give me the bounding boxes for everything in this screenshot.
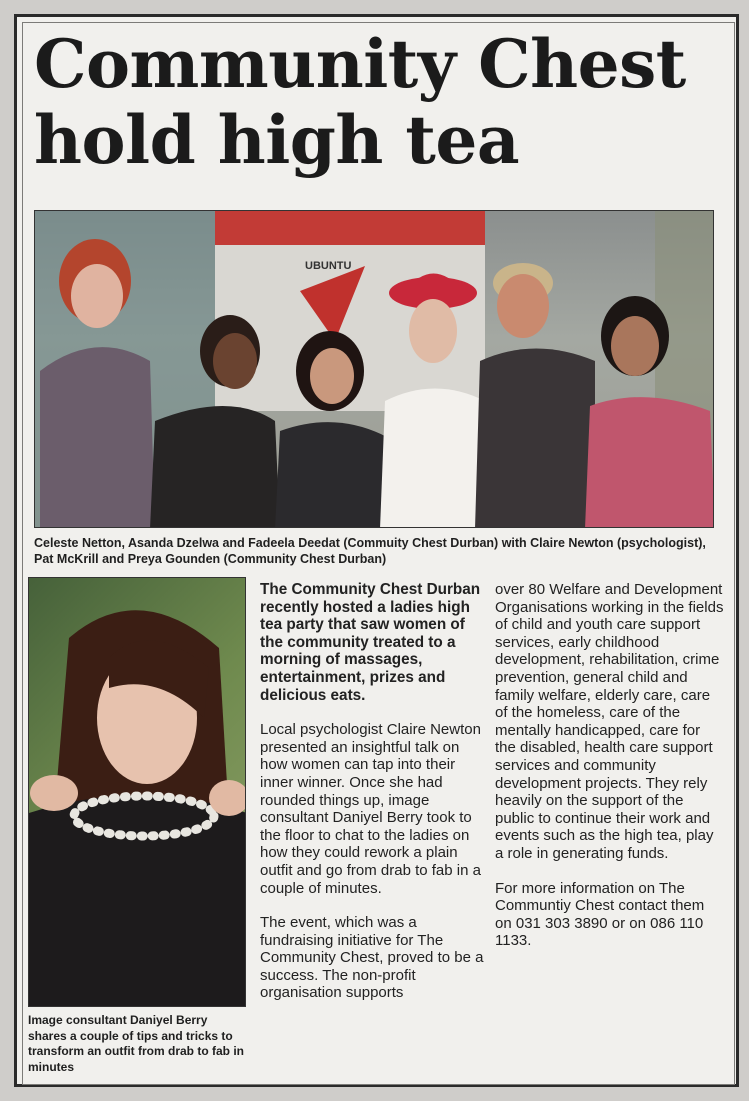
person-3-body [275, 422, 390, 528]
article-column-1 [260, 581, 485, 1019]
person-6-face [611, 316, 659, 376]
lead-paragraph: The Community Chest Durban recently hosted a ladies high tea party that saw women of the community treated to a morning of massages, entertainment, prizes and delicious eats. [260, 581, 481, 704]
group-photo [34, 210, 714, 528]
body-paragraph-3: The event, which was a fundraising initiative for The Community Chest, proved to be a success. The non-profit organisation supports [260, 914, 484, 1002]
consultant-hand-left [30, 775, 78, 811]
person-3-face [310, 348, 354, 404]
group-photo-illustration [35, 211, 714, 528]
group-photo-caption: Celeste Netton, Asanda Dzelwa and Fadeela Deedat (Commuity Chest Durban) with Claire Newton (psychologist), Pat McKrill and Preya Gounden (Community Chest Durban) [34, 536, 706, 566]
person-2-body [150, 406, 280, 528]
person-2-face [213, 333, 257, 389]
article-column-2 [495, 581, 725, 967]
person-6-body [585, 397, 714, 528]
person-4-face [409, 299, 457, 363]
banner-red-strip [215, 211, 485, 245]
person-5-body [475, 349, 595, 529]
person-5-face [497, 274, 549, 338]
body-paragraph-4: For more information on The Communtiy Chest contact them on 031 303 3890 or on 086 110 1133. [495, 879, 705, 950]
banner-text: UBUNTU [305, 260, 352, 272]
headline-line-1: Community Chest [34, 25, 686, 103]
headline-line-2: hold high tea [34, 101, 520, 179]
person-1-face [71, 264, 123, 328]
person-4-body [380, 389, 490, 529]
consultant-photo-caption: Image consultant Daniyel Berry shares a couple of tips and tricks to transform an outfit from drab to fab in minutes [28, 1013, 244, 1074]
person-1-body [40, 347, 155, 528]
consultant-photo [28, 577, 246, 1007]
consultant-photo-illustration [29, 578, 246, 1007]
consultant-dress [29, 796, 246, 1008]
headline [34, 26, 734, 178]
body-paragraph-2: Local psychologist Claire Newton presented an insightful talk on how women can tap into their inner winner. Once she had rounded things up, image consultant Daniyel Berry took to the floor to chat to the ladies on how they could rework a plain outfit and go from drab to fab in a couple of minutes. [260, 721, 481, 897]
body-paragraph-3-continued: over 80 Welfare and Development Organisations working in the fields of child and youth care support services, early childhood development, rehabilitation, crime prevention, general child and family welfare, elderly care, care of the homeless, care of the mentally handicapped, care for the disabled, health care support services and community development projects. They rely heavily on the support of the public to continue their work and events such as the high tea, play a role in generating funds. [495, 581, 724, 862]
